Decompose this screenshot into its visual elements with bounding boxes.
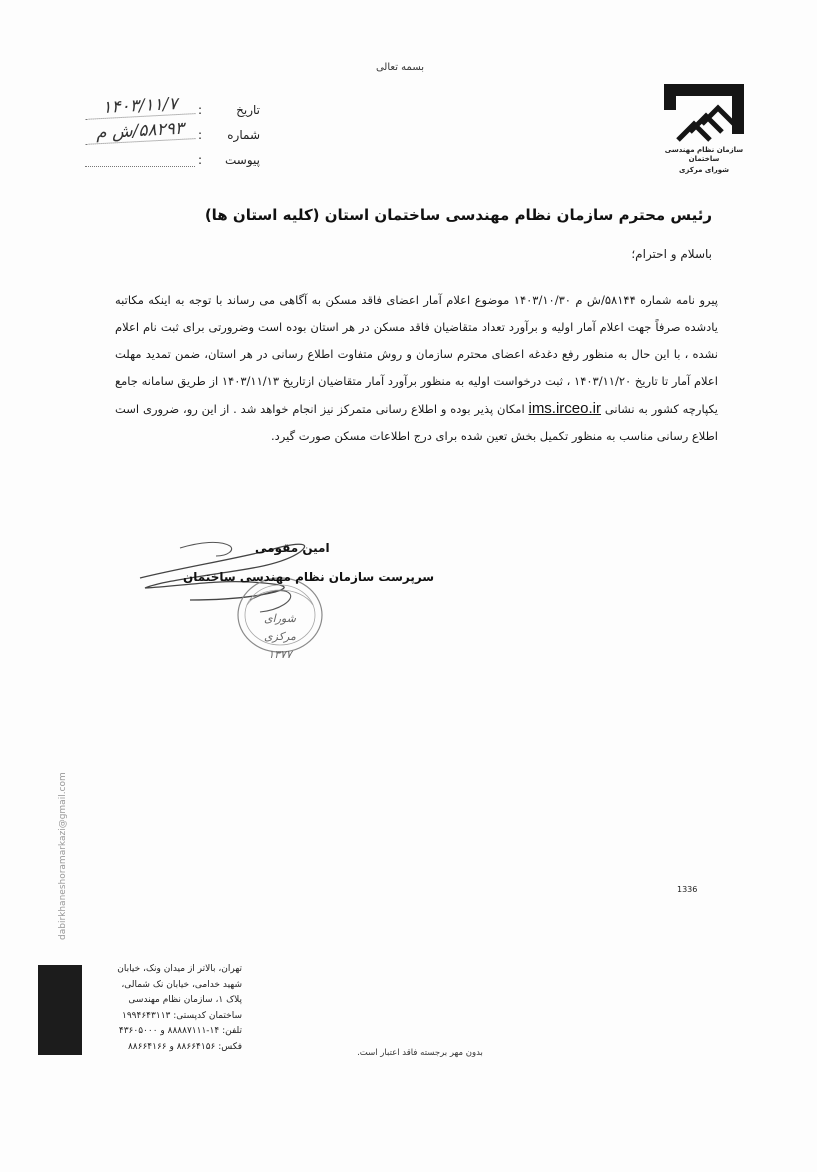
body-paragraph-part2: امکان پذیر بوده و اطلاع رسانی متمرکز نیز انجام خواهد شد . از این رو، ضروری است اطلاع رسانی مناسب به منظور تکمیل بخش تعین شده برای درج اطلاعات مسکن صورت گیرد. bbox=[115, 402, 718, 443]
footer-dark-bar bbox=[38, 965, 82, 1055]
attachment-row bbox=[60, 142, 260, 167]
stamp-line1: شورای مرکزی bbox=[264, 612, 296, 643]
website-link[interactable]: ims.irceo.ir bbox=[528, 400, 601, 417]
number-label: شماره bbox=[227, 128, 260, 142]
date-colon: : bbox=[197, 103, 202, 117]
address-line: تلفن: ۱۴-۸۸۸۸۷۱۱۱ و ۴۳۶۰۵۰۰۰ bbox=[118, 1026, 242, 1036]
org-name-line2: شورای مرکزی bbox=[678, 166, 730, 174]
address-line: فکس: ۸۸۶۶۴۱۵۶ و ۸۸۶۶۴۱۶۶ bbox=[127, 1041, 242, 1052]
stamp-text bbox=[250, 610, 310, 664]
side-email-text: dabirkhaneshoramarkazi@gmail.com bbox=[58, 772, 68, 940]
address-line: تهران، بالاتر از میدان ونک، خیابان bbox=[117, 964, 242, 974]
footer-validity-note: بدون مهر برجسته فاقد اعتبار است. bbox=[357, 1048, 483, 1058]
letter-meta bbox=[60, 92, 260, 167]
attachment-colon: : bbox=[197, 153, 202, 167]
address-line: پلاک ۱، سازمان نظام مهندسی bbox=[128, 995, 242, 1005]
footer-address bbox=[92, 962, 242, 1055]
attachment-value bbox=[85, 152, 195, 167]
date-label: تاریخ bbox=[236, 103, 260, 117]
signatory-title: سرپرست سازمان نظام مهندسی ساختمان bbox=[183, 570, 435, 584]
address-line: ساختمان کدپستی: ۱۹۹۴۶۴۳۱۱۳ bbox=[122, 1010, 242, 1021]
org-name-line1: سازمان نظام مهندسی ساختمان bbox=[664, 146, 744, 163]
building-logo-icon bbox=[660, 80, 748, 144]
date-value: ۱۴۰۳/۱۱/۷ bbox=[84, 93, 195, 120]
attachment-label: پیوست bbox=[225, 153, 260, 167]
number-value: ۵۸۲۹۳/ش م bbox=[84, 118, 195, 145]
signatory-name: امین مقومی bbox=[255, 541, 330, 555]
number-colon: : bbox=[197, 128, 202, 142]
letter-body bbox=[115, 287, 718, 450]
greeting-text: باسلام و احترام؛ bbox=[631, 247, 712, 261]
document-code: 1336 bbox=[677, 885, 698, 894]
invocation-text: بسمه تعالی bbox=[375, 62, 425, 73]
side-email-watermark bbox=[58, 740, 70, 940]
recipient-heading: رئیس محترم سازمان نظام مهندسی ساختمان استان (کلیه استان ها) bbox=[204, 206, 712, 224]
number-row bbox=[60, 117, 260, 142]
address-line: شهید خدامی، خیابان نک شمالی، bbox=[121, 979, 242, 990]
stamp-line2: ۱۳۷۷ bbox=[268, 648, 292, 661]
body-paragraph-part1: پیرو نامه شماره ۵۸۱۴۴/ش م ۱۴۰۳/۱۰/۳۰ موضوع اعلام آمار اعضای فاقد مسکن به آگاهی می رساند با توجه به اینکه مکاتبه یادشده صرفاً جهت اعلام آمار اولیه و برآورد تعداد متقاضیان فاقد مسکن در هر استان بوده است وضرورتی برای ثبت نام اعلام نشده ، با این حال به منظور رفع دغدغه اعضای محترم سازمان و روش متفاوت اطلاع رسانی در هر استان، ضمن تمدید مهلت اعلام آمار تا تاریخ ۱۴۰۳/۱۱/۲۰ ، ثبت درخواست اولیه به منظور برآورد آمار متقاضیان ازتاریخ ۱۴۰۳/۱۱/۱۳ از طریق سامانه جامع یکپارچه کشور به نشانی bbox=[115, 293, 719, 416]
date-row bbox=[60, 92, 260, 117]
organization-logo bbox=[658, 80, 750, 180]
